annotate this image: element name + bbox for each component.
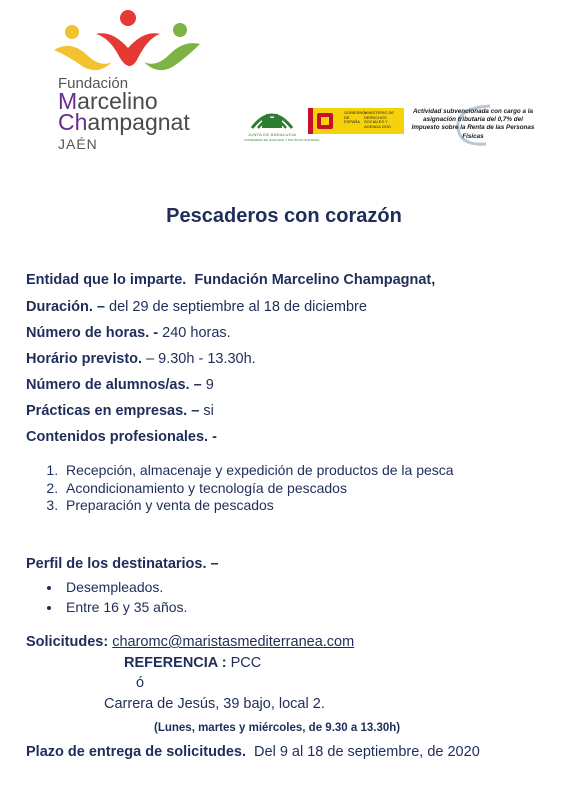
deadline-value: Del 9 al 18 de septiembre, de 2020 — [254, 744, 480, 760]
students-value: 9 — [205, 377, 214, 393]
email-link[interactable]: charomc@maristasmediterranea.com — [112, 634, 355, 650]
duration-label: Duración. – — [26, 299, 105, 315]
duration-value: del 29 de septiembre al 18 de diciembre — [109, 299, 367, 315]
list-item: • Entre 16 y 35 años. — [62, 597, 187, 617]
grant-note: Actividad subvencionada con cargo a la asignación tributaria del 0,7% del Impuesto sobre la Renta de las Personas Físicas — [411, 108, 535, 140]
junta-name: JUNTA DE ANDALUCIA — [248, 132, 297, 137]
entity-line — [26, 272, 435, 288]
spain-ministry-text: MINISTERIO DE DERECHOS SOCIALES Y AGENDA 2030 — [364, 110, 395, 129]
contents-list — [48, 462, 454, 515]
deadline-label: Plazo de entrega de solicitudes. — [26, 744, 246, 760]
profile-list — [48, 577, 187, 617]
org-city: JAÉN — [58, 136, 98, 152]
practice-label: Prácticas en empresas. – — [26, 403, 200, 419]
or-text: ó — [136, 675, 145, 691]
schedule-line — [26, 351, 256, 367]
hours-line — [26, 325, 231, 341]
list-item: • Desempleados. — [62, 577, 187, 597]
reference-value: PCC — [230, 655, 262, 671]
foundation-logo-figures — [52, 10, 202, 76]
junta-subtitle: CONSEJERÍA DE IGUALDAD Y POLÍTICAS SOCIALES — [244, 138, 320, 142]
office-hours: (Lunes, martes y miércoles, de 9.30 a 13.30h) — [154, 722, 401, 734]
duration-line — [26, 299, 367, 315]
students-label: Número de alumnos/as. – — [26, 377, 202, 393]
practice-line — [26, 403, 214, 419]
spain-government-text: GOBIERNO DE ESPAÑA — [344, 110, 366, 125]
list-item: 2. Acondicionamiento y tecnología de pescados — [62, 480, 454, 498]
list-item: 1. Recepción, almacenaje y expedición de productos de la pesca — [62, 462, 454, 480]
contents-label: Contenidos profesionales. - — [26, 429, 217, 445]
applications-line — [26, 634, 354, 650]
profile-line — [26, 556, 219, 572]
schedule-value: – 9.30h - 13.30h. — [146, 351, 256, 367]
entity-value: Fundación Marcelino Champagnat, — [194, 272, 436, 288]
reference-label: REFERENCIA : — [124, 655, 227, 671]
hours-label: Número de horas. - — [26, 325, 159, 341]
hours-value: 240 horas. — [162, 325, 231, 341]
page-title: Pescaderos con corazón — [166, 205, 402, 227]
reference-line — [124, 655, 261, 671]
org-name-line3: Champagnat — [58, 109, 190, 135]
entity-label: Entidad que lo imparte. — [26, 272, 187, 288]
deadline-line — [26, 744, 480, 760]
org-name-line1: Fundación — [58, 75, 129, 92]
org-name-line2: Marcelino — [58, 88, 158, 114]
applications-label: Solicitudes: — [26, 634, 109, 650]
list-item: 3. Preparación y venta de pescados — [62, 497, 454, 515]
contents-line — [26, 429, 217, 445]
practice-value: si — [203, 403, 214, 419]
address-text: Carrera de Jesús, 39 bajo, local 2. — [104, 696, 325, 712]
students-line — [26, 377, 214, 393]
schedule-label: Horário previsto. — [26, 351, 143, 367]
profile-label: Perfil de los destinatarios. – — [26, 556, 219, 572]
